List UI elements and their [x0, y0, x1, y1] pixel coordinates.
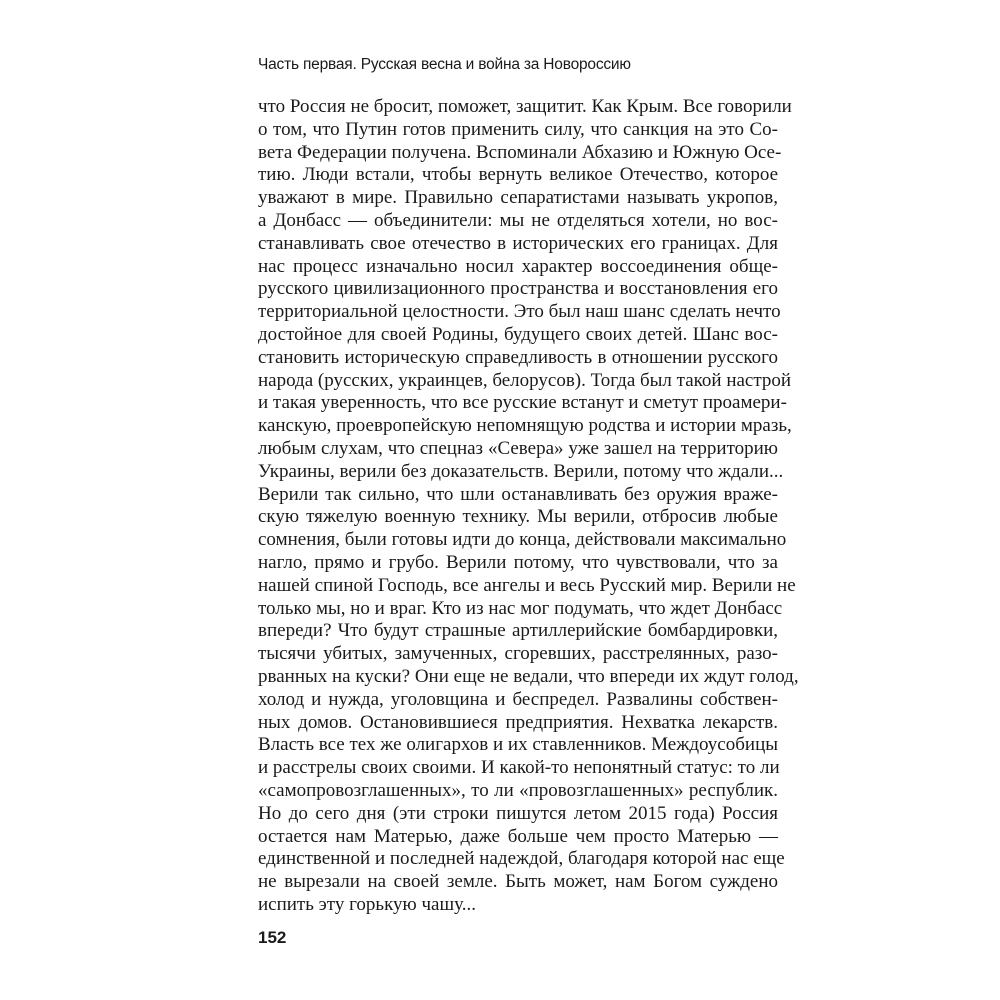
text-line: о том, что Путин готов применить силу, что санкция на это Со-	[258, 118, 778, 140]
page-number: 152	[258, 928, 287, 947]
text-line: сомнения, были готовы идти до конца, действовали максимально	[258, 529, 787, 551]
text-line: достойное для своей Родины, будущего своих детей. Шанс вос-	[258, 323, 778, 345]
text-line: территориальной целостности. Это был наш шанс сделать нечто	[258, 301, 781, 323]
text-line: нагло, прямо и грубо. Верили потому, что чувствовали, что за	[258, 551, 778, 573]
text-line: и расстрелы своих своими. И какой-то непонятный статус: то ли	[258, 757, 780, 779]
text-line: тию. Люди встали, чтобы вернуть великое Отечество, которое	[258, 164, 778, 186]
text-line: становить историческую справедливость в отношении русского	[258, 346, 778, 368]
text-line: испить эту горькую чашу...	[258, 893, 476, 915]
text-line: «самопровозглашенных», то ли «провозглашенных» республик.	[258, 779, 778, 801]
text-line: уважают в мире. Правильно сепаратистами называть укропов,	[258, 187, 778, 209]
running-head: Часть первая. Русская весна и война за Новороссию	[258, 56, 631, 73]
text-line: Власть все тех же олигархов и их ставленников. Междоусобицы	[258, 734, 778, 756]
text-line: нас процесс изначально носил характер воссоединения обще-	[258, 255, 778, 277]
body-text	[258, 96, 799, 917]
text-line: народа (русских, украинцев, белорусов). Тогда был такой настрой	[258, 369, 792, 391]
text-line: только мы, но и враг. Кто из нас мог подумать, что ждет Донбасс	[258, 597, 783, 619]
text-line: канскую, проевропейскую непомнящую родства и истории мразь,	[258, 415, 792, 437]
text-line: что Россия не бросит, поможет, защитит. Как Крым. Все говорили	[258, 96, 792, 117]
text-line: тысячи убитых, замученных, сгоревших, расстрелянных, разо-	[258, 643, 778, 665]
text-line: рванных на куски? Они еще не ведали, что впереди их ждут голод,	[258, 665, 799, 687]
text-line: не вырезали на своей земле. Быть может, нам Богом суждено	[258, 871, 778, 893]
text-line: Верили так сильно, что шли останавливать без оружия враже-	[258, 483, 778, 505]
text-line: Украины, верили без доказательств. Верили, потому что ждали...	[258, 460, 784, 482]
text-line: ных домов. Остановившиеся предприятия. Нехватка лекарств.	[258, 711, 778, 733]
text-line: русского цивилизационного пространства и восстановления его	[258, 278, 778, 300]
text-line: впереди? Что будут страшные артиллерийские бомбардировки,	[258, 620, 778, 642]
text-line: скую тяжелую военную технику. Мы верили, отбросив любые	[258, 506, 778, 528]
text-line: остается нам Матерью, даже больше чем просто Матерью —	[258, 825, 778, 847]
text-line: нашей спиной Господь, все ангелы и весь Русский мир. Верили не	[258, 574, 796, 596]
text-line: а Донбасс — объединители: мы не отделяться хотели, но вос-	[258, 209, 778, 231]
text-line: единственной и последней надеждой, благодаря которой нас еще	[258, 848, 785, 870]
text-line: любым слухам, что спецназ «Севера» уже зашел на территорию	[258, 437, 778, 459]
text-line: вета Федерации получена. Вспоминали Абхазию и Южную Осе-	[258, 141, 782, 163]
text-line: и такая уверенность, что все русские встанут и сметут проамери-	[258, 392, 787, 414]
text-line: холод и нужда, уголовщина и беспредел. Развалины собствен-	[258, 688, 778, 710]
text-line: Но до сего дня (эти строки пишутся летом 2015 года) Россия	[258, 802, 778, 824]
text-line: станавливать свое отечество в исторических его границах. Для	[258, 232, 778, 254]
